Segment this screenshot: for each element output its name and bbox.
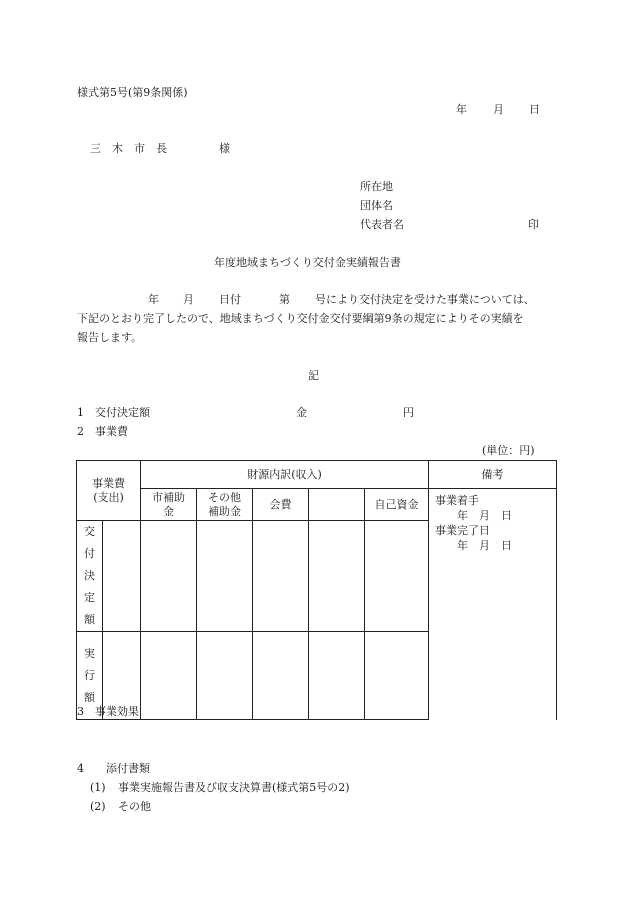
unit-note: (単位：円) xyxy=(482,444,535,457)
cell-actual-own-funds xyxy=(365,632,429,720)
column-other-subsidy-label: その他 補助金 xyxy=(208,490,241,518)
cell-actual-other-subsidy xyxy=(197,632,253,720)
column-own-funds-label: 自己資金 xyxy=(374,497,419,511)
column-membership-fee xyxy=(253,489,309,521)
date-day-label: 日 xyxy=(529,103,540,116)
seal-label: 印 xyxy=(528,218,539,231)
attachment2-number: (2) xyxy=(90,800,106,813)
form-number: 様式第5号(第9条関係) xyxy=(77,86,188,99)
project-start-date: 年 月 日 xyxy=(457,509,513,522)
cell-decision-blank xyxy=(309,521,365,632)
cell-actual-membership-fee xyxy=(253,632,309,720)
item3-label: 事業効果 xyxy=(95,705,139,718)
remarks-cell xyxy=(429,489,557,720)
body-line2: 下記のとおり完了したので、地域まちづくり交付金交付要綱第9条の規定によりその実績を xyxy=(77,312,524,325)
expense-header: 事業費 (支出) xyxy=(92,476,125,504)
item4-label: 添付書類 xyxy=(106,762,150,775)
item1-unit: 円 xyxy=(403,406,414,419)
item3-number: 3 xyxy=(77,705,84,718)
column-city-subsidy xyxy=(141,489,197,521)
body-day: 日付 xyxy=(219,293,241,306)
cell-actual-city-subsidy xyxy=(141,632,197,720)
cell-decision-city-subsidy xyxy=(141,521,197,632)
addressee-honorific: 様 xyxy=(219,142,230,155)
item4-number: 4 xyxy=(77,762,84,775)
column-other-subsidy xyxy=(197,489,253,521)
location-label: 所在地 xyxy=(360,180,393,193)
cell-decision-sub xyxy=(103,521,141,632)
document-title: 年度地域まちづくり交付金実績報告書 xyxy=(214,256,401,269)
item1-number: 1 xyxy=(77,406,84,419)
column-membership-fee-label: 会費 xyxy=(269,497,292,511)
funding-header: 財源内訳(収入) xyxy=(247,467,322,481)
body-line3: 報告します。 xyxy=(77,331,143,344)
body-month: 月 xyxy=(183,293,194,306)
project-start-label: 事業着手 xyxy=(435,494,480,507)
column-own-funds xyxy=(365,489,429,521)
item2-number: 2 xyxy=(77,425,84,438)
representative-label: 代表者名 xyxy=(360,218,404,231)
item2-label: 事業費 xyxy=(95,425,128,438)
expense-table xyxy=(76,460,557,720)
column-blank xyxy=(309,489,365,521)
attachment1-label: 事業実施報告書及び収支決算書(様式第5号の2) xyxy=(118,781,350,794)
remarks-header-cell xyxy=(429,461,557,489)
ki-marker: 記 xyxy=(308,369,319,382)
body-line1-rest: 号により交付決定を受けた事業については、 xyxy=(315,293,535,306)
cell-actual-blank xyxy=(309,632,365,720)
date-year-label: 年 xyxy=(456,103,467,116)
cell-decision-other-subsidy xyxy=(197,521,253,632)
cell-decision-membership-fee xyxy=(253,521,309,632)
expense-header-cell xyxy=(77,461,141,521)
funding-header-cell xyxy=(141,461,429,489)
item1-label: 交付決定額 xyxy=(95,406,150,419)
organization-label: 団体名 xyxy=(360,199,393,212)
row-actual-label: 実行額 xyxy=(84,646,95,704)
addressee-name: 三 木 市 長 xyxy=(90,142,167,155)
body-number-prefix: 第 xyxy=(279,293,290,306)
remarks-header: 備考 xyxy=(481,467,504,481)
item1-currency: 金 xyxy=(296,406,307,419)
project-end-date: 年 月 日 xyxy=(457,539,513,552)
row-grant-decision-label: 交付決定額 xyxy=(84,525,95,626)
attachment2-label: その他 xyxy=(118,800,151,813)
attachment1-number: (1) xyxy=(90,781,106,794)
project-end-label: 事業完了日 xyxy=(435,524,491,537)
row-label-grant-decision xyxy=(77,521,103,632)
cell-decision-own-funds xyxy=(365,521,429,632)
body-year: 年 xyxy=(148,293,159,306)
column-city-subsidy-label: 市補助 金 xyxy=(152,490,185,518)
date-month-label: 月 xyxy=(493,103,504,116)
